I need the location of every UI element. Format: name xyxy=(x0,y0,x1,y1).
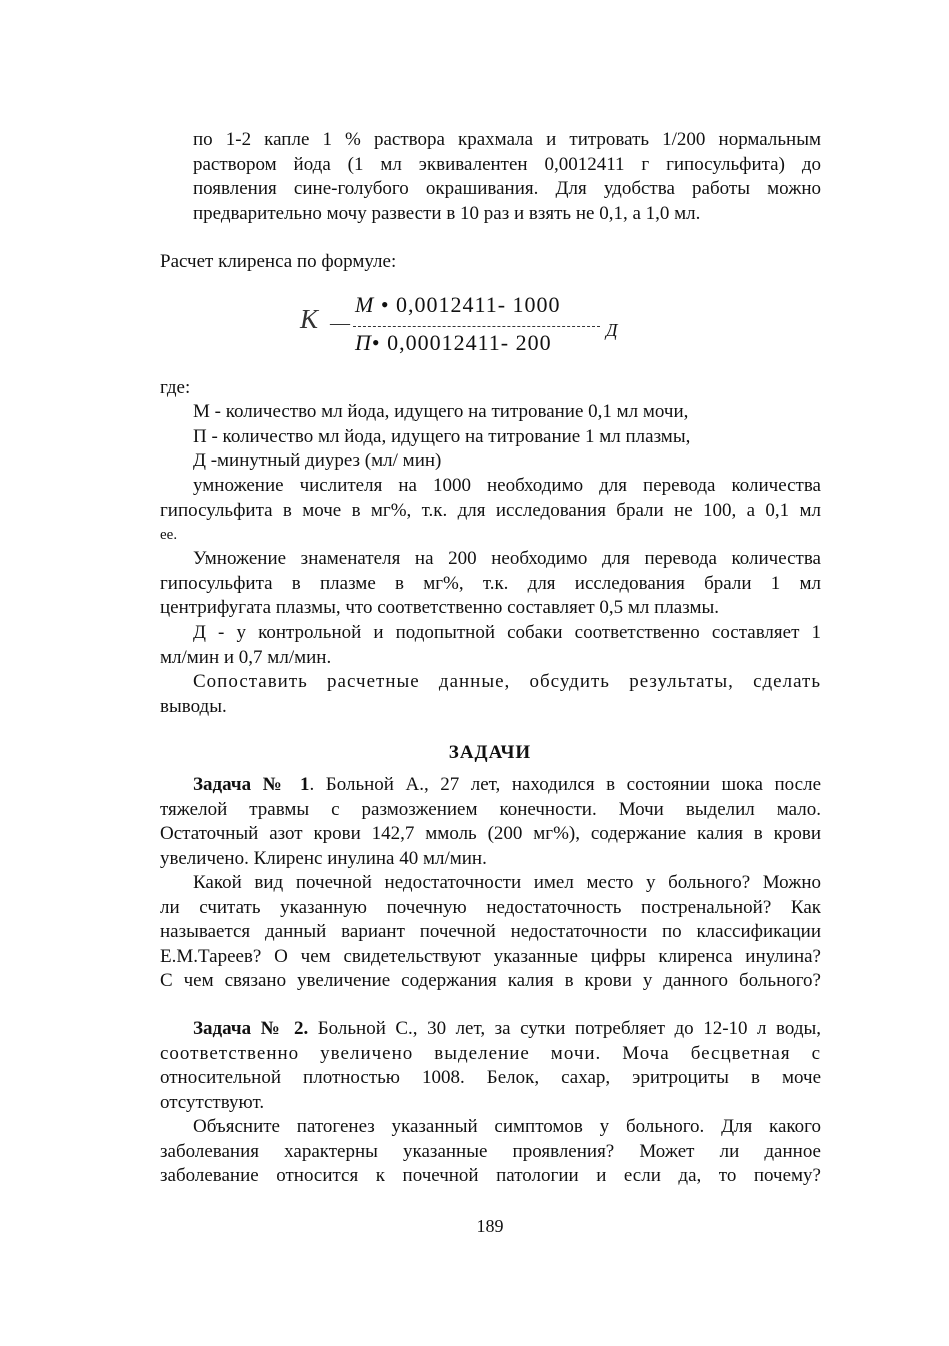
text-line: Е.М.Тареев? О чем свидетельствуют указанные цифры клиренса инулина? xyxy=(160,945,821,967)
d-paragraph xyxy=(160,621,821,670)
task-2 xyxy=(160,1017,821,1189)
task-1-first-line: Задача № 1. Больной А., 27 лет, находился в состоянии шока после xyxy=(193,774,822,795)
text-line: увеличено. Клиренс инулина 40 мл/мин. xyxy=(160,847,487,869)
text-line: ли считать указанную почечную недостаточность постренальной? Как xyxy=(160,896,821,918)
definition-item: П - количество мл йода, идущего на титрование 1 мл плазмы, xyxy=(193,425,691,447)
denominator-paragraph xyxy=(160,547,821,621)
text-line: Какой вид почечной недостаточности имел место у больного? Можно xyxy=(193,872,821,893)
text-line: гипосульфита в плазме в мг%, т.к. для исследования брали 1 мл xyxy=(160,572,821,594)
text-line: тяжелой травмы с размозжением конечности. Мочи выделил мало. xyxy=(160,798,821,820)
numerator-paragraph xyxy=(160,474,821,548)
formula-caption: Расчет клиренса по формуле: xyxy=(160,251,397,272)
definitions-list xyxy=(193,400,690,474)
where-label: где: xyxy=(160,377,191,398)
text-line: С чем связано увеличение содержания калия в крови у данного больного? xyxy=(160,970,821,991)
intro-paragraph xyxy=(193,128,821,226)
formula-d: Д xyxy=(606,320,618,340)
formula-numerator: М • 0,0012411- 1000 xyxy=(355,292,561,317)
text-line: Д - у контрольной и подопытной собаки соответственно составляет 1 xyxy=(193,622,821,643)
text-line: мл/мин и 0,7 мл/мин. xyxy=(160,646,332,668)
text-line: соответственно увеличено выделение мочи. Моча бесцветная с xyxy=(160,1042,821,1064)
text-line: центрифугата плазмы, что соответственно составляет 0,5 мл плазмы. xyxy=(160,597,720,618)
fraction-bar xyxy=(353,326,600,327)
text-line: умножение числителя на 1000 необходимо для перевода количества xyxy=(193,475,821,496)
page-number: 189 xyxy=(476,1216,504,1236)
text-line: гипосульфита в моче в мг%, т.к. для исследования брали не 100, а 0,1 мл xyxy=(160,499,821,521)
text-line: выводы. xyxy=(160,695,227,717)
text-line: отсутствуют. xyxy=(160,1091,265,1113)
task-2-first-line: Задача № 2. Больной С., 30 лет, за сутки потребляет до 12-10 л воды, xyxy=(193,1018,821,1039)
formula-dash: — xyxy=(330,312,350,334)
text-line: предварительно мочу развести в 10 раз и взять не 0,1, а 1,0 мл. xyxy=(193,202,701,224)
compare-paragraph xyxy=(160,670,821,719)
text-line: называется данный вариант почечной недостаточности по классификации xyxy=(160,921,821,942)
definition-item: Д -минутный диурез (мл/ мин) xyxy=(193,450,442,471)
section-heading: ЗАДАЧИ xyxy=(448,742,532,763)
formula-k: К xyxy=(300,304,318,334)
clearance-formula xyxy=(300,290,640,360)
text-line: Остаточный азот крови 142,7 ммоль (200 мг%), содержание калия в крови xyxy=(160,823,821,844)
formula-denominator: П• 0,00012411- 200 xyxy=(355,330,552,355)
text-line: ее. xyxy=(160,527,178,543)
text-line: Умножение знаменателя на 200 необходимо для перевода количества xyxy=(193,548,821,569)
text-line: заболевание относится к почечной патологии и если да, то почему? xyxy=(160,1165,821,1186)
task-1 xyxy=(160,773,821,994)
text-line: раствором йода (1 мл эквивалентен 0,0012411 г гипосульфита) до xyxy=(193,153,821,175)
text-line: Объясните патогенез указанный симптомов у больного. Для какого xyxy=(193,1116,821,1137)
text-line: относительной плотностью 1008. Белок, сахар, эритроциты в моче xyxy=(160,1067,821,1088)
task-1-label: Задача № 1 xyxy=(193,774,310,795)
text-line: заболевания характерны указанные проявления? Может ли данное xyxy=(160,1140,821,1162)
text-line: появления сине-голубого окрашивания. Для удобства работы можно xyxy=(193,178,821,199)
task-2-label: Задача № 2. xyxy=(193,1018,309,1039)
text-line: по 1-2 капле 1 % раствора крахмала и титровать 1/200 нормальным xyxy=(193,129,821,150)
text-line: Сопоставить расчетные данные, обсудить результаты, сделать xyxy=(193,671,821,692)
definition-item: М - количество мл йода, идущего на титрование 0,1 мл мочи, xyxy=(193,401,689,422)
